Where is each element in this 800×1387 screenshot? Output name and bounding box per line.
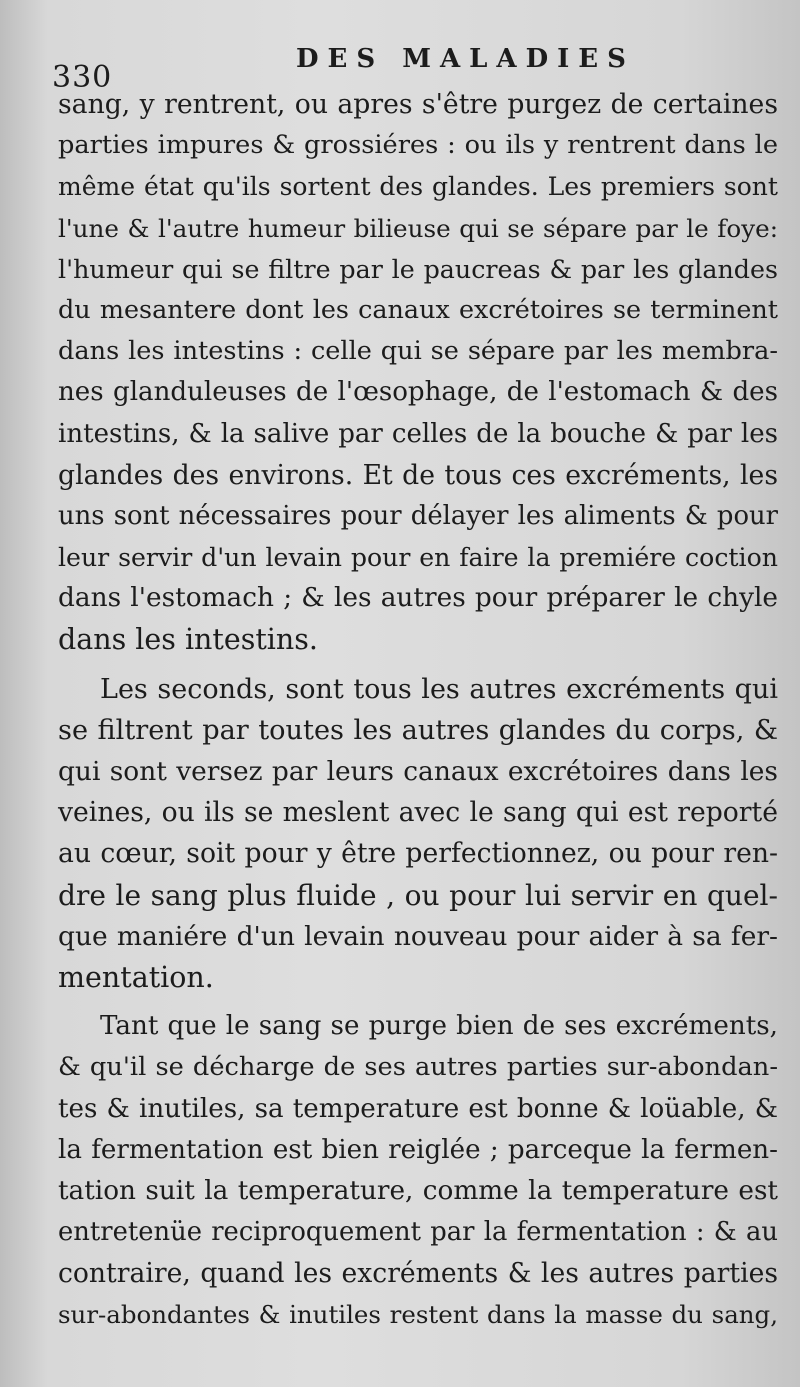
paragraph-1 [58, 84, 778, 661]
page-number: 330 [52, 60, 113, 95]
text-line: contraire, quand les excréments & les autres parties [58, 1258, 778, 1290]
text-line: dans les intestins. [58, 623, 318, 657]
text-line: au cœur, soit pour y être perfectionnez, ou pour ren- [58, 838, 778, 870]
text-line: Tant que le sang se purge bien de ses excréments, [100, 1011, 778, 1042]
text-line: entretenüe reciproquement par la fermentation : & au [58, 1217, 778, 1248]
text-line: l'humeur qui se filtre par le paucreas & par les glandes [58, 253, 778, 284]
text-line: intestins, & la salive par celles de la bouche & par les [58, 418, 778, 449]
text-line: se filtrent par toutes les autres glandes du corps, & [58, 714, 778, 746]
paragraph-2 [58, 669, 778, 999]
paragraph-gap [58, 998, 778, 1006]
text-line: Les seconds, sont tous les autres excréments qui [100, 673, 778, 705]
text-line: tes & inutiles, sa temperature est bonne & loüable, & [58, 1093, 778, 1124]
text-line: leur servir d'un levain pour en faire la premiére coction [58, 543, 778, 573]
text-line: dans l'estomach ; & les autres pour préparer le chyle [58, 583, 778, 614]
text-line: sur-abondantes & inutiles restent dans la masse du sang, [58, 1300, 778, 1330]
paragraph-gap [58, 661, 778, 669]
text-line: uns sont nécessaires pour délayer les aliments & pour [58, 500, 778, 531]
text-line: l'une & l'autre humeur bilieuse qui se sépare par le foye: [58, 213, 778, 243]
text-line: que maniére d'un levain nouveau pour aider à sa fer- [58, 920, 778, 952]
text-line: même état qu'ils sortent des glandes. Les premiers sont [58, 172, 778, 202]
text-line: dans les intestins : celle qui se sépare par les membra- [58, 336, 778, 367]
text-line: qui sont versez par leurs canaux excrétoires dans les [58, 756, 778, 787]
text-line: sang, y rentrent, ou apres s'être purgez de certaines [58, 89, 778, 120]
running-title: DES MALADIES [296, 44, 635, 74]
text-line: mentation. [58, 960, 214, 994]
text-line: glandes des environs. Et de tous ces excréments, les [58, 459, 778, 491]
running-head [0, 36, 800, 95]
text-line: veines, ou ils se meslent avec le sang qui est reporté [58, 797, 778, 829]
text-line: dre le sang plus fluide , ou pour lui servir en quel- [58, 878, 778, 912]
text-line: du mesantere dont les canaux excrétoires se terminent [58, 294, 778, 325]
text-line: nes glanduleuses de l'œsophage, de l'estomach & des [58, 377, 778, 408]
text-line: & qu'il se décharge de ses autres parties sur-abondan- [58, 1052, 778, 1083]
body-text [58, 84, 778, 1336]
paragraph-3 [58, 1006, 778, 1336]
text-line: tation suit la temperature, comme la temperature est [58, 1175, 778, 1206]
text-line: parties impures & grossiéres : ou ils y rentrent dans le [58, 130, 778, 161]
text-line: la fermentation est bien reiglée ; parceque la fermen- [58, 1134, 778, 1165]
